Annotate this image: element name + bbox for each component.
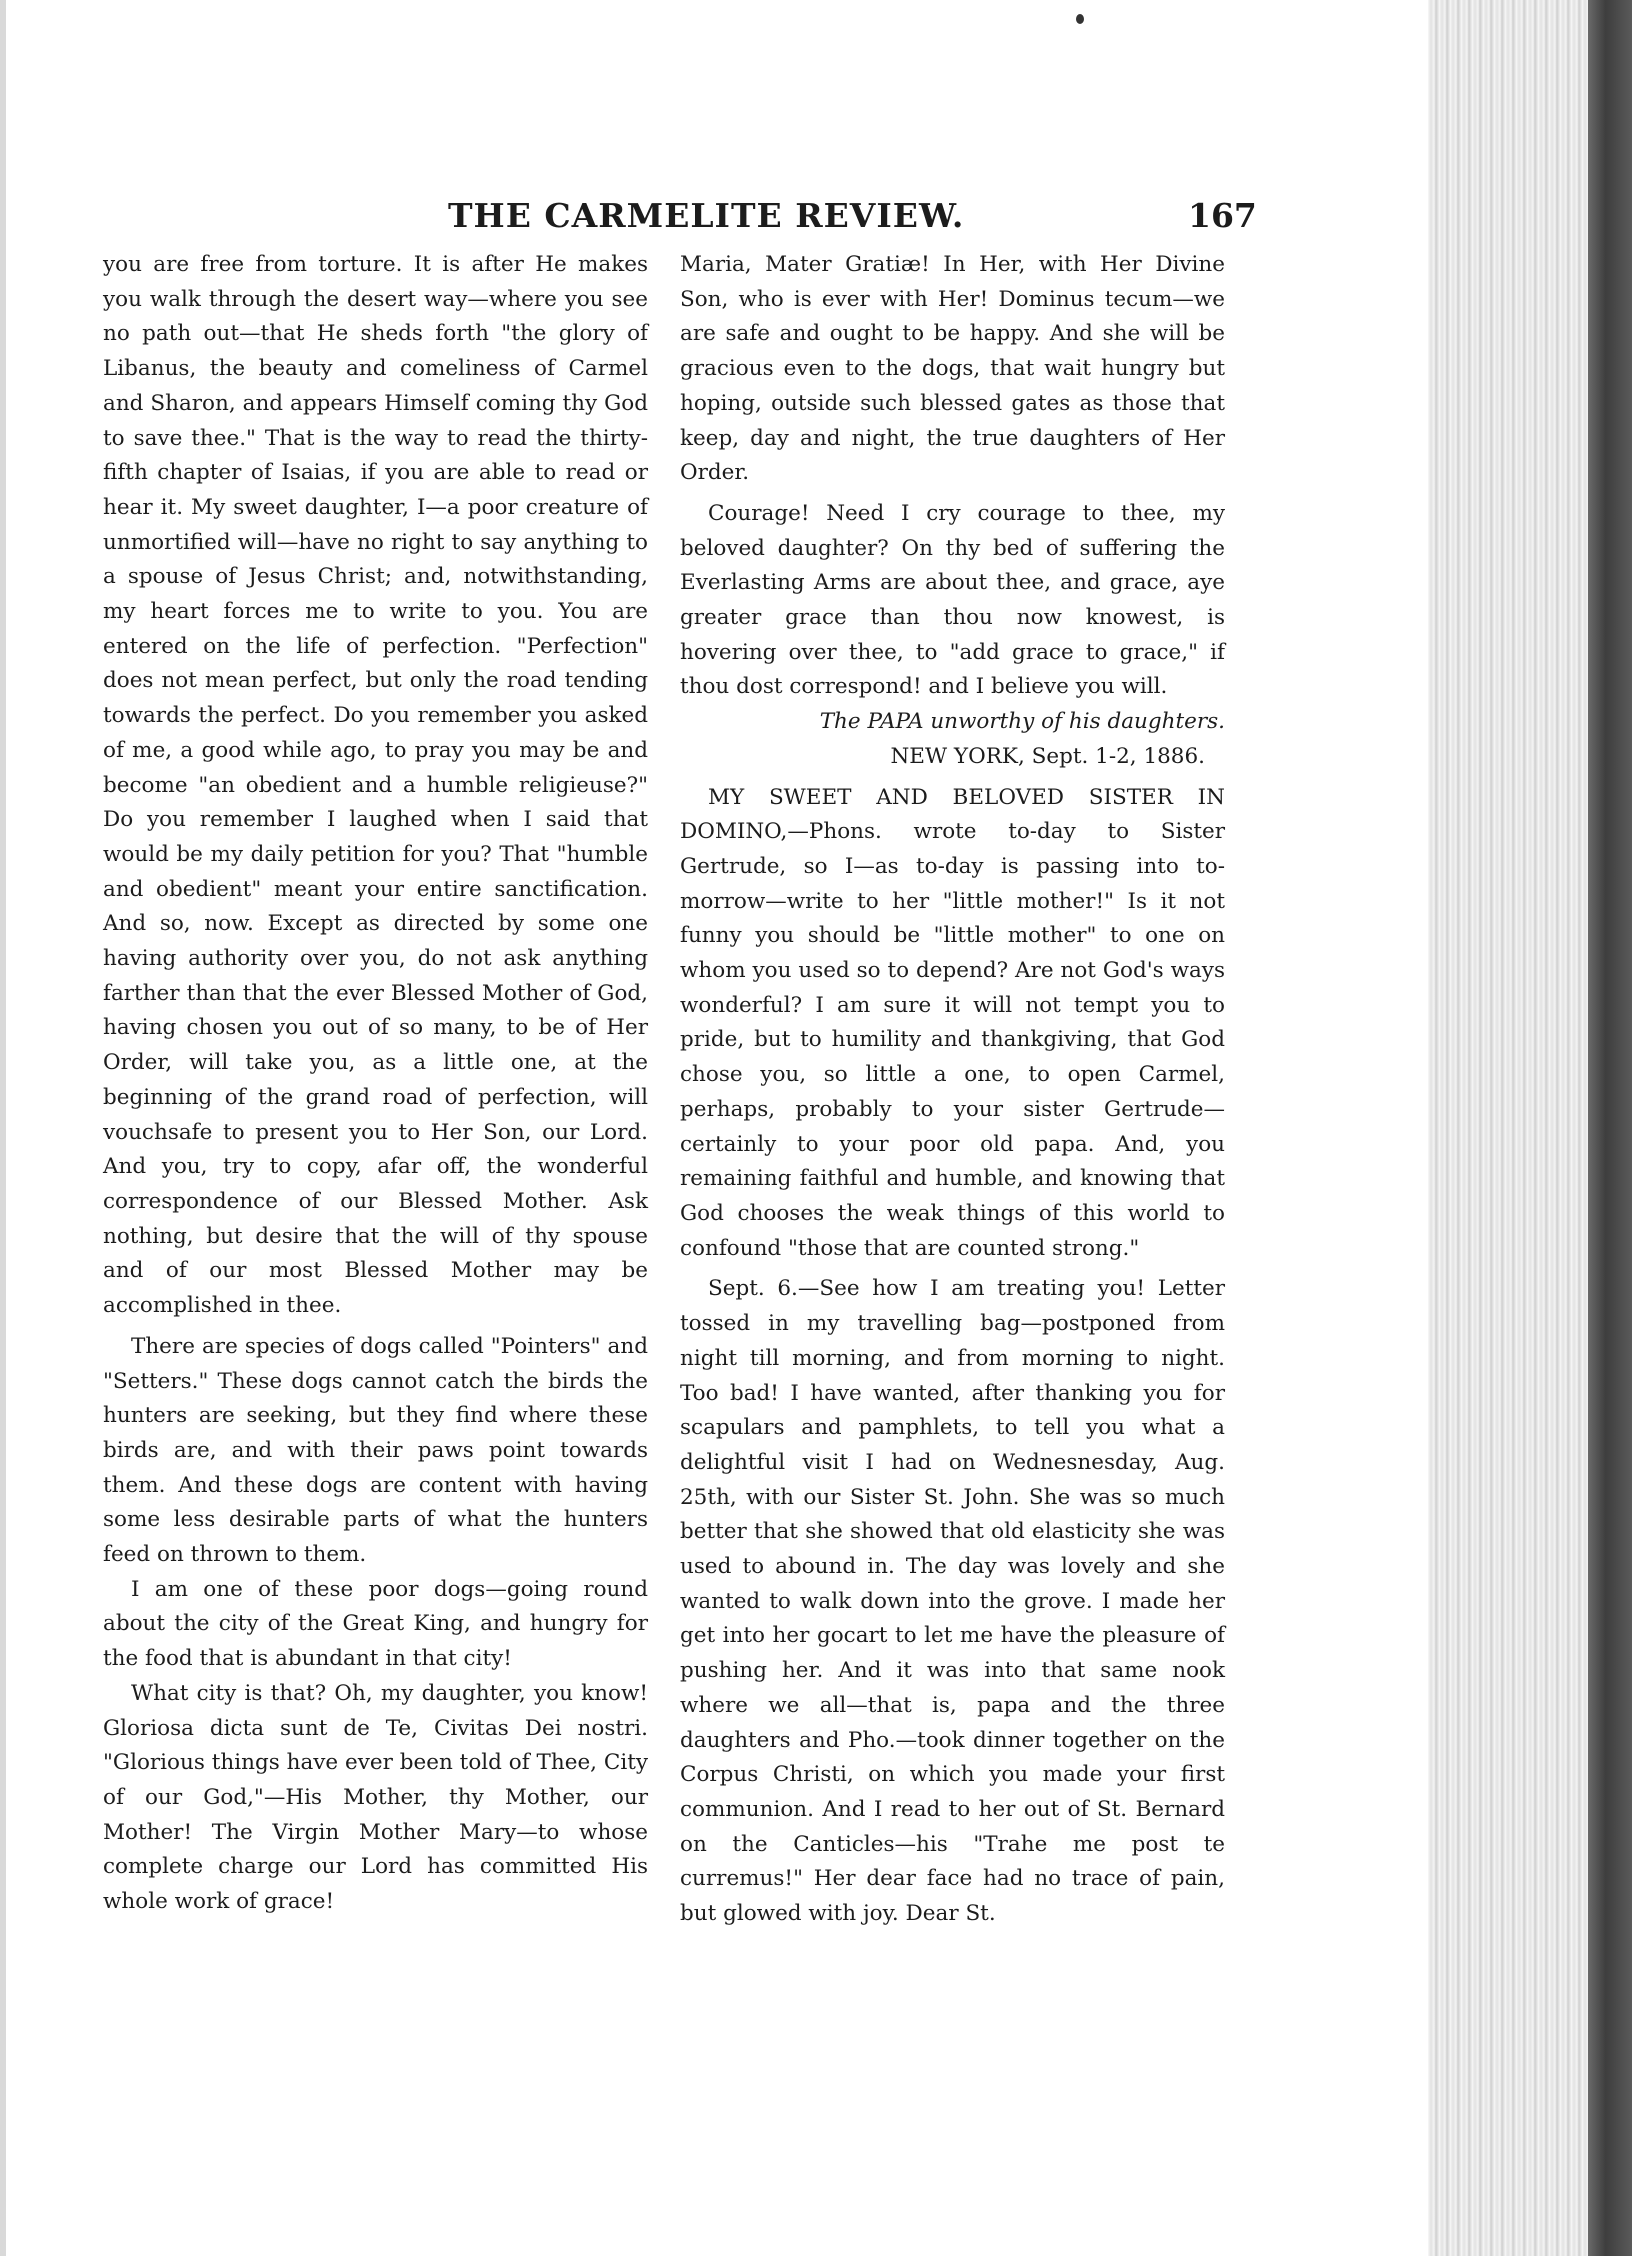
book-cover-edge bbox=[1588, 0, 1632, 2256]
running-head bbox=[100, 196, 1257, 236]
ink-speck bbox=[1076, 14, 1084, 24]
right-paragraph-1: Maria, Mater Gratiæ! In Her, with Her Divine Son, who is ever with Her! Dominus tecum—we are safe and ought to be happy. And she will be gracious even to the dogs, that wait hungry but hoping, outside such blessed gates as those that keep, day and night, the true daughters of Her Order. bbox=[680, 252, 1225, 486]
right-paragraph-3: MY SWEET AND BELOVED SISTER IN DOMINO,—Phons. wrote to-day to Sister Gertrude, so I—as to-day is passing into to-morrow—write to her "little mother!" Is it not funny you should be "little mother" to one on whom you used so to depend? Are not God's ways wonderful? I am sure it will not tempt you to pride, but to humility and thankgiving, that God chose you, so little a one, to open Carmel, perhaps, probably to your sister Gertrude—certainly to your poor old papa. And, you remaining faithful and humble, and knowing that God chooses the weak things of this world to confound "those that are counted strong." bbox=[680, 784, 1225, 1261]
left-paragraph-1: you are free from torture. It is after He makes you walk through the desert way—where you see no path out—that He sheds forth "the glory of Libanus, the beauty and comeliness of Carmel and Sharon, and appears Himself coming thy God to save thee." That is the way to read the thirty-fifth chapter of Isaias, if you are able to read or hear it. My sweet daughter, I—a poor creature of unmortified will—have no right to say anything to a spouse of Jesus Christ; and, notwithstanding, my heart forces me to write to you. You are entered on the life of perfection. "Perfection" does not mean perfect, but only the road tending towards the perfect. Do you remember you asked of me, a good while ago, to pray you may be and become "an obedient and a humble religieuse?" Do you remember I laughed when I said that would be my daily petition for you? That "humble and obedient" meant your entire sanctification. And so, now. Except as directed by some one having authority over you, do not ask anything farther than that the ever Blessed Mother of God, having chosen you out of so many, to be of Her Order, will take you, as a little one, at the beginning of the grand road of perfection, will vouchsafe to present you to Her Son, our Lord. And you, try to copy, afar off, the wonderful correspondence of our Blessed Mother. Ask nothing, but desire that the will of thy spouse and of our most Blessed Mother may be accomplished in thee. bbox=[103, 252, 648, 1319]
book-page-edges bbox=[1428, 0, 1632, 2256]
right-column bbox=[680, 248, 1225, 1932]
left-paragraph-3: I am one of these poor dogs—going round about the city of the Great King, and hungry for the food that is abundant in that city! bbox=[103, 1576, 648, 1672]
letter-dateline: NEW YORK, Sept. 1-2, 1886. bbox=[890, 743, 1205, 769]
left-column bbox=[103, 248, 648, 1920]
left-paragraph-4: What city is that? Oh, my daughter, you know! Gloriosa dicta sunt de Te, Civitas Dei nostri. "Glorious things have ever been told of Thee, City of our God,"—His Mother, thy Mother, our Mother! The Virgin Mother Mary—to whose complete charge our Lord has committed His whole work of grace! bbox=[103, 1680, 648, 1915]
page-number: 167 bbox=[1188, 196, 1257, 235]
right-paragraph-2: Courage! Need I cry courage to thee, my beloved daughter? On thy bed of suffering the Everlasting Arms are about thee, and grace, aye greater grace than thou now knowest, is hovering over thee, to "add grace to grace," if thou dost correspond! and I believe you will. bbox=[680, 500, 1225, 700]
left-paragraph-2: There are species of dogs called "Pointers" and "Setters." These dogs cannot catch the birds the hunters are seeking, but they find where these birds are, and with their paws point towards them. And these dogs are content with having some less desirable parts of what the hunters feed on thrown to them. bbox=[103, 1333, 648, 1568]
right-paragraph-4: Sept. 6.—See how I am treating you! Letter tossed in my travelling bag—postponed from night till morning, and from morning to night. Too bad! I have wanted, after thanking you for scapulars and pamphlets, to tell you what a delightful visit I had on Wednesnesday, Aug. 25th, with our Sister St. John. She was so much better that she showed that old elasticity she was used to abound in. The day was lovely and she wanted to walk down into the grove. I made her get into her gocart to let me have the pleasure of pushing her. And it was into that same nook where we all—that is, papa and the three daughters and Pho.—took dinner together on the Corpus Christi, on which you made your first communion. And I read to her out of St. Bernard on the Canticles—his "Trahe me post te curremus!" Her dear face had no trace of pain, but glowed with joy. Dear St. bbox=[680, 1276, 1225, 1927]
left-binding-shadow bbox=[0, 0, 6, 2256]
letter-signature: The PAPA unworthy of his daughters. bbox=[819, 709, 1225, 735]
running-title: THE CARMELITE REVIEW. bbox=[448, 196, 965, 235]
